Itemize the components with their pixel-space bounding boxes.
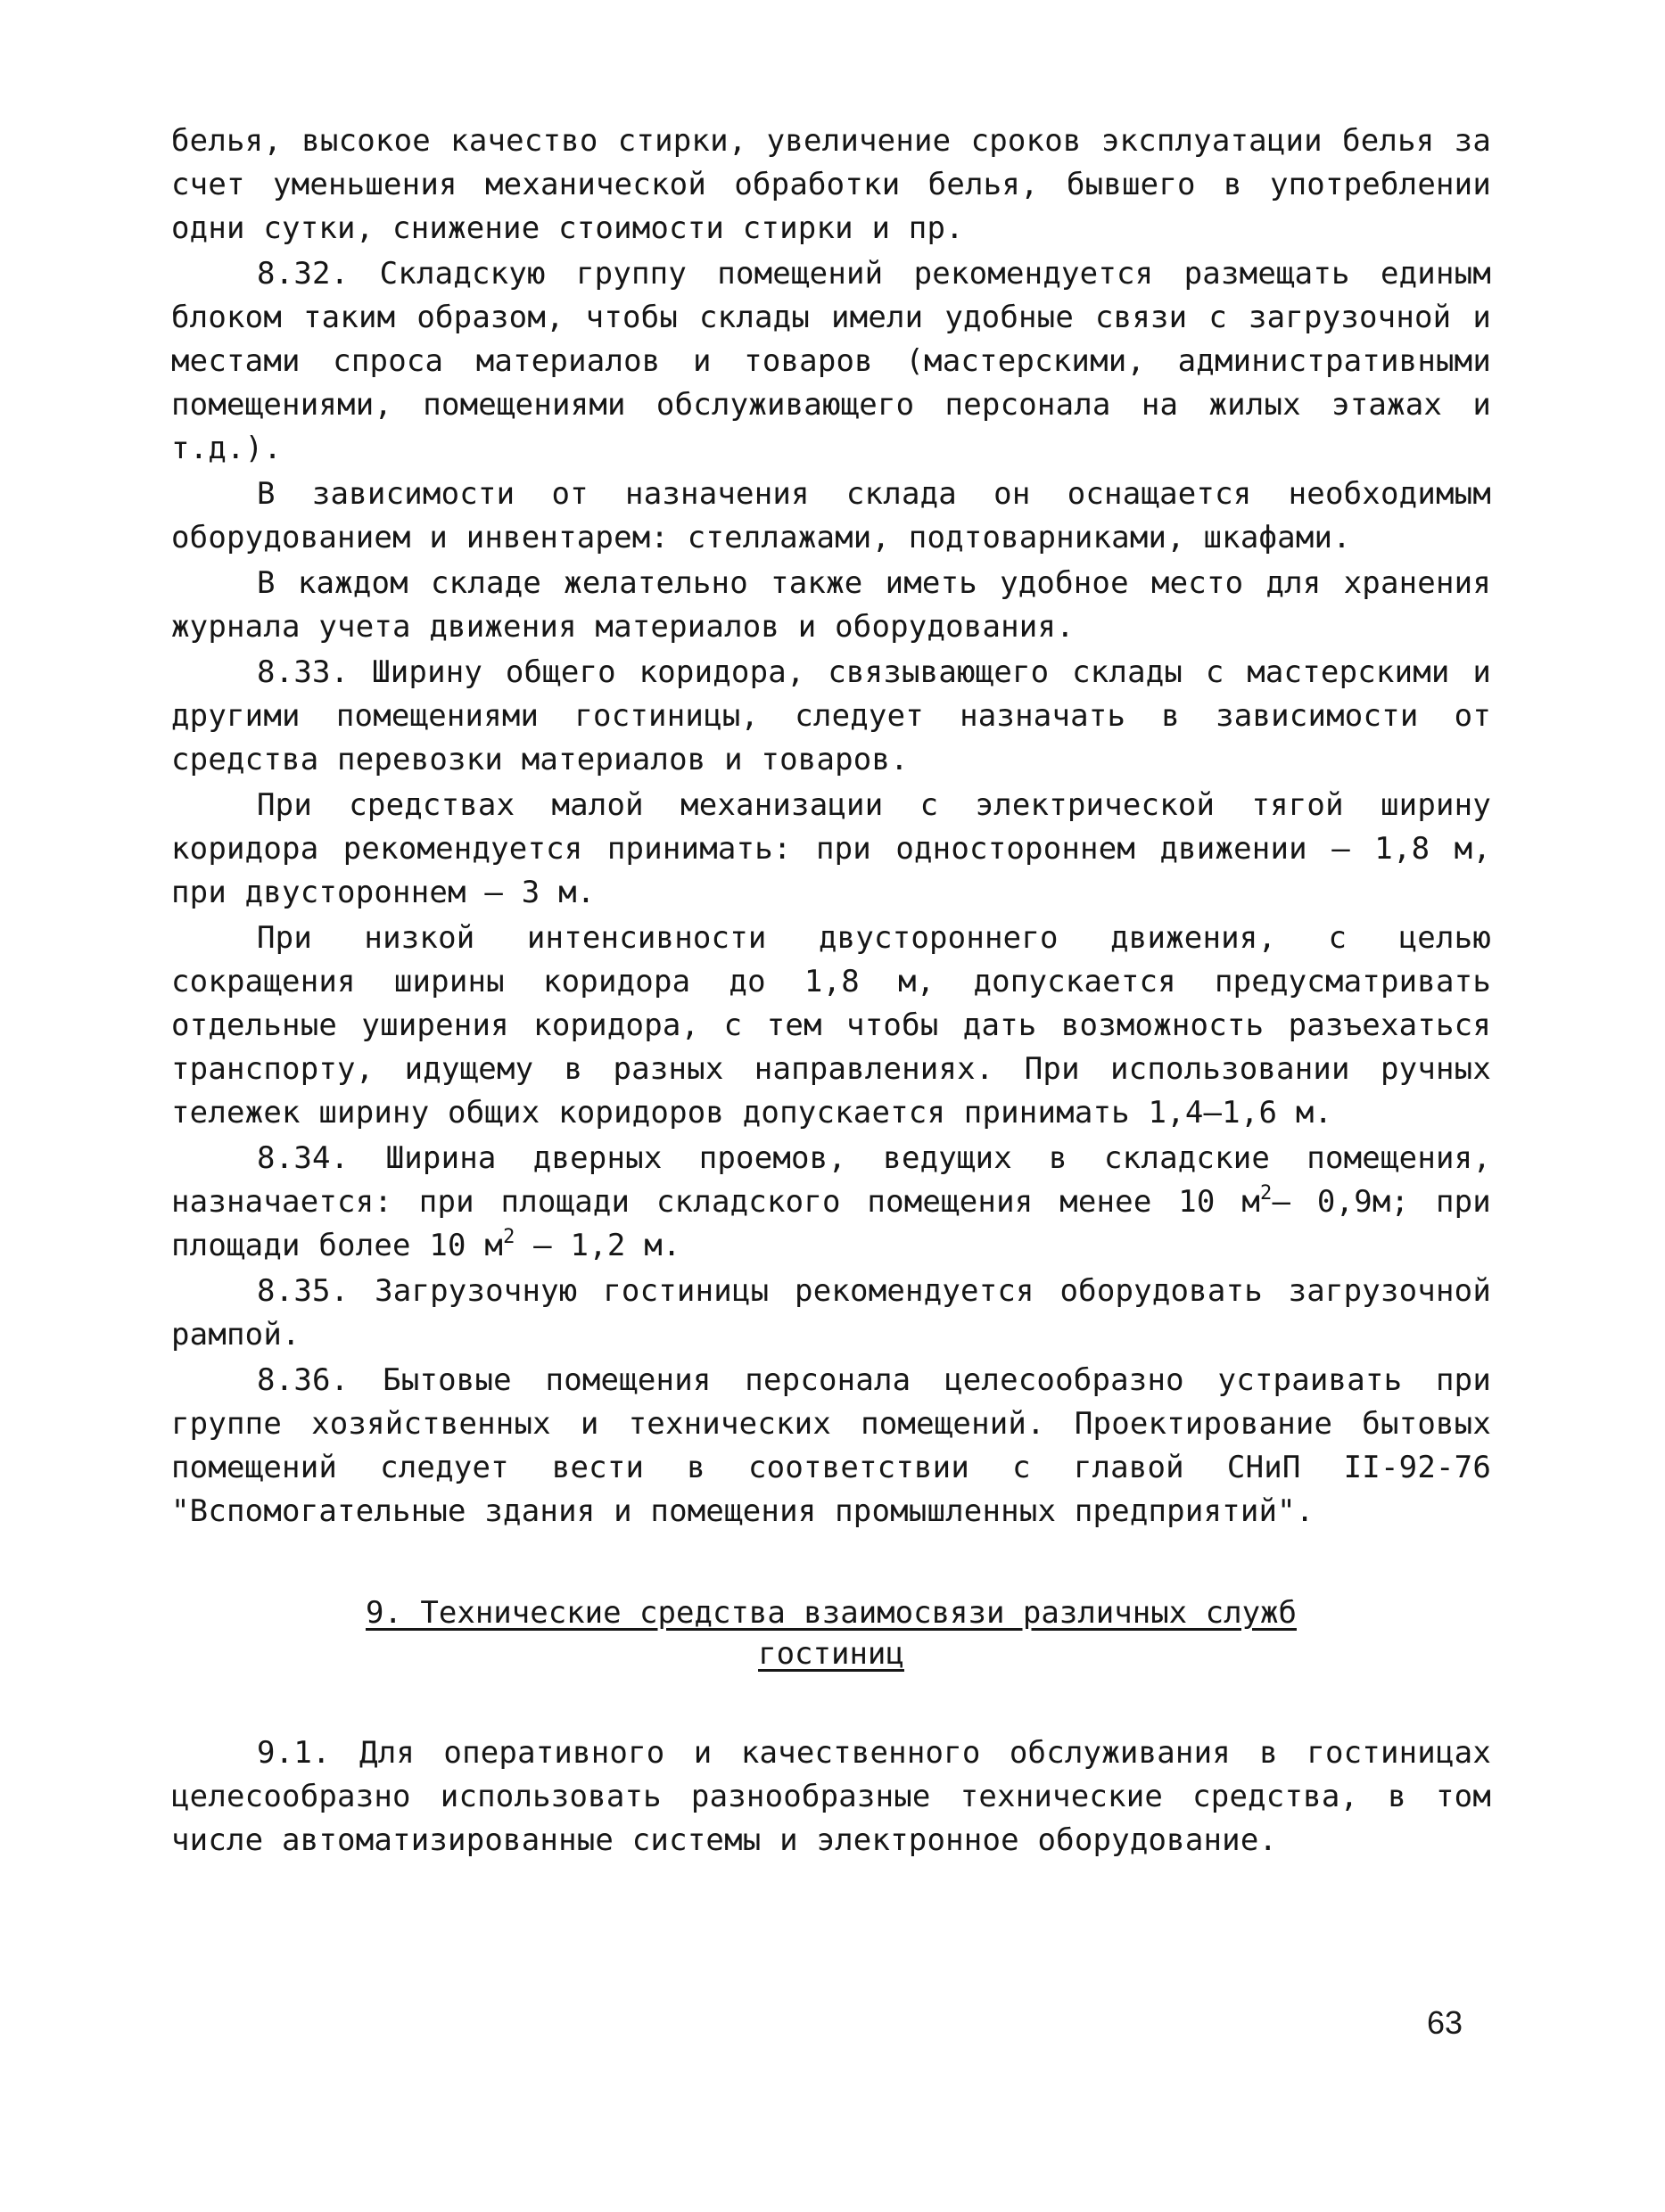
paragraph-8-33: 8.33. Ширину общего коридора, связывающего склады с мастерскими и другими помещениями гостиницы, следует назначать в зависимости от средства перевозки материалов и товаров.: [171, 654, 1491, 777]
paragraph-8-34-part1: 8.34. Ширина дверных проемов, ведущих в складские помещения, назначается: при площади складского помещения менее 10 м: [171, 1140, 1491, 1220]
paragraph-8-32: 8.32. Складскую группу помещений рекомендуется размещать единым блоком таким образом, чтобы склады имели удобные связи с загрузочной и местами спроса материалов и товаров (мастерскими, административными помещениями, помещениями обслуживающего персонала на жилых этажах и т.д.).: [171, 256, 1491, 466]
paragraph-8-34-part3: – 1,2 м.: [515, 1228, 681, 1263]
section-heading-line1: 9. Технические средства взаимосвязи различных служб: [366, 1595, 1297, 1631]
paragraph-9-1: 9.1. Для оперативного и качественного обслуживания в гостиницах целесообразно использовать разнообразные технические средства, в том числе автоматизированные системы и электронное оборудование.: [171, 1735, 1491, 1858]
paragraph-warehouse-journal: В каждом складе желательно также иметь удобное место для хранения журнала учета движения материалов и оборудования.: [171, 565, 1491, 645]
superscript-square: 2: [1260, 1181, 1273, 1205]
paragraph-corridor-width: При средствах малой механизации с электрической тягой ширину коридора рекомендуется принимать: при одностороннем движении – 1,8 м, при двустороннем – 3 м.: [171, 787, 1491, 910]
paragraph-8-34-part2: – 0,9м; при площади более 10 м: [171, 1184, 1491, 1263]
paragraph-8-34: [171, 1137, 1491, 1268]
document-page: [171, 119, 1491, 1864]
paragraph-laundry-continuation: белья, высокое качество стирки, увеличение сроков эксплуатации белья за счет уменьшения механической обработки белья, бывшего в употреблении одни сутки, снижение стоимости стирки и пр.: [171, 123, 1491, 246]
paragraph-8-36: 8.36. Бытовые помещения персонала целесообразно устраивать при группе хозяйственных и технических помещений. Проектирование бытовых помещений следует вести в соответствии с главой СНиП II-92-76 "Вспомогательные здания и помещения промышленных предприятий".: [171, 1362, 1491, 1529]
paragraph-8-35: 8.35. Загрузочную гостиницы рекомендуется оборудовать загрузочной рампой.: [171, 1273, 1491, 1353]
superscript-square: 2: [503, 1225, 515, 1248]
section-heading-line2: гостиниц: [758, 1636, 904, 1672]
paragraph-warehouse-equipment: В зависимости от назначения склада он оснащается необходимым оборудованием и инвентарем: стеллажами, подтоварниками, шкафами.: [171, 476, 1491, 555]
paragraph-corridor-widening: При низкой интенсивности двустороннего движения, с целью сокращения ширины коридора до 1,8 м, допускается предусматривать отдельные уширения коридора, с тем чтобы дать возможность разъехаться транспорту, идущему в разных направлениях. При использовании ручных тележек ширину общих коридоров допускается принимать 1,4–1,6 м.: [171, 920, 1491, 1131]
section-heading-9: [171, 1592, 1491, 1674]
page-number: 63: [1427, 2004, 1463, 2041]
